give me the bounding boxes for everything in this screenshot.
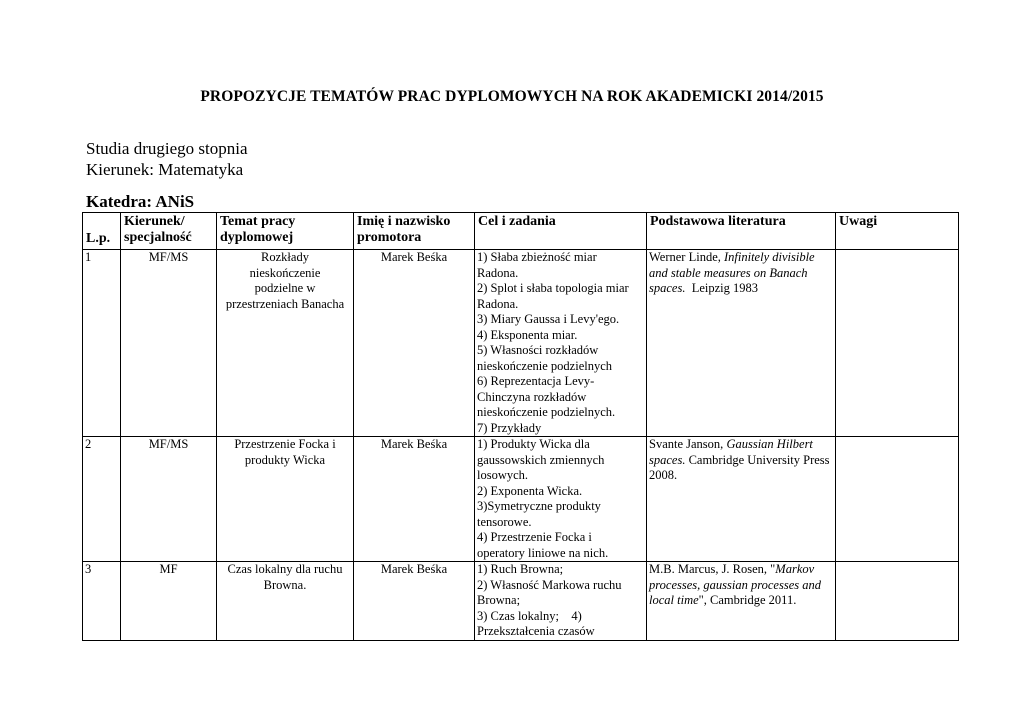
- cell-literatura: Werner Linde, Infinitely divisible and stable measures on Banach spaces. Leipzig 1983: [647, 250, 836, 437]
- cell-literatura: Svante Janson, Gaussian Hilbert spaces. Cambridge University Press 2008.: [647, 437, 836, 562]
- cell-lp: 1: [83, 250, 121, 437]
- header-promotor: Imię i nazwisko promotora: [354, 213, 475, 250]
- header-cel: Cel i zadania: [475, 213, 647, 250]
- table-row: [83, 250, 959, 437]
- katedra-label: Katedra: ANiS: [86, 192, 195, 211]
- cell-lp: 3: [83, 562, 121, 641]
- document-title: PROPOZYCJE TEMATÓW PRAC DYPLOMOWYCH NA ROK AKADEMICKI 2014/2015: [200, 88, 824, 105]
- cell-temat: Przestrzenie Focka i produkty Wicka: [217, 437, 354, 562]
- header-literatura: Podstawowa literatura: [647, 213, 836, 250]
- table-row: [83, 437, 959, 562]
- cell-uwagi: [836, 562, 959, 641]
- cell-promotor: Marek Beśka: [354, 562, 475, 641]
- cell-cel: 1) Produkty Wicka dla gaussowskich zmiennych losowych. 2) Exponenta Wicka. 3)Symetryczne produkty tensorowe. 4) Przestrzenie Focka i operatory liniowe na nich.: [475, 437, 647, 562]
- table-header-row: [83, 213, 959, 250]
- cell-kierunek: MF/MS: [121, 437, 217, 562]
- cell-kierunek: MF/MS: [121, 250, 217, 437]
- header-uwagi: Uwagi: [836, 213, 959, 250]
- cell-temat: Rozkłady nieskończenie podzielne w przestrzeniach Banacha: [217, 250, 354, 437]
- cell-cel: 1) Ruch Browna; 2) Własność Markowa ruchu Browna; 3) Czas lokalny; 4) Przekształcenia czasów: [475, 562, 647, 641]
- cell-cel: 1) Słaba zbieżność miar Radona. 2) Splot i słaba topologia miar Radona. 3) Miary Gaussa i Levy'ego. 4) Eksponenta miar. 5) Własności rozkładów nieskończenie podzielnych 6) Reprezentacja Levy- Chinczyna rozkładów nieskończenie podzielnych. 7) Przykłady: [475, 250, 647, 437]
- header-lp: L.p.: [83, 213, 121, 250]
- kierunek-label: Kierunek: Matematyka: [86, 160, 244, 179]
- cell-literatura: M.B. Marcus, J. Rosen, "Markov processes, gaussian processes and local time", Cambridge 2011.: [647, 562, 836, 641]
- header-temat: Temat pracy dyplomowej: [217, 213, 354, 250]
- cell-uwagi: [836, 437, 959, 562]
- studia-label: Studia drugiego stopnia: [86, 139, 248, 158]
- cell-promotor: Marek Beśka: [354, 250, 475, 437]
- cell-kierunek: MF: [121, 562, 217, 641]
- table-row: [83, 562, 959, 641]
- header-kierunek: Kierunek/ specjalność: [121, 213, 217, 250]
- cell-promotor: Marek Beśka: [354, 437, 475, 562]
- topics-table: [82, 212, 959, 641]
- cell-uwagi: [836, 250, 959, 437]
- cell-temat: Czas lokalny dla ruchu Browna.: [217, 562, 354, 641]
- cell-lp: 2: [83, 437, 121, 562]
